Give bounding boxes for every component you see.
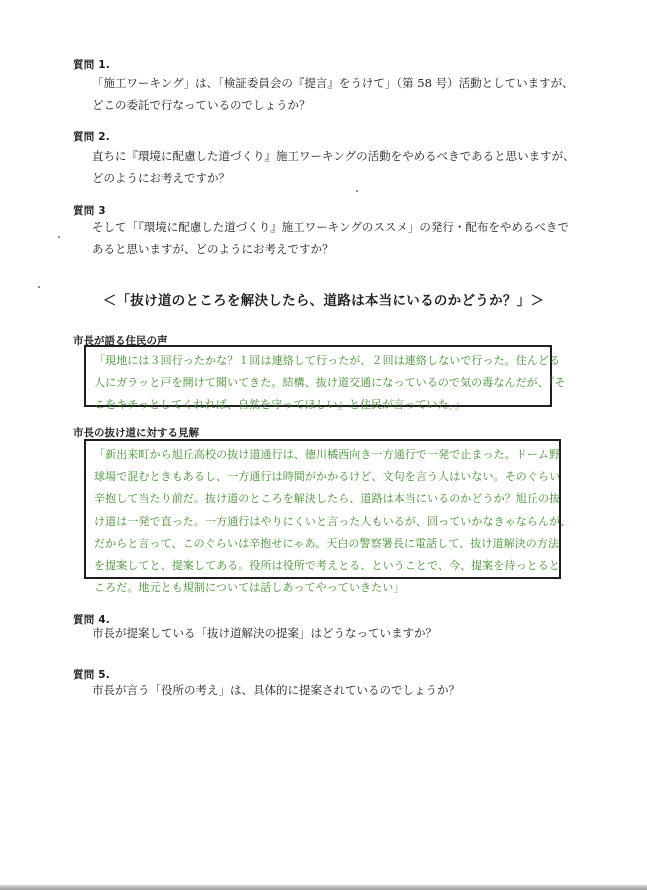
mayor-view-line-1: 「新出来町から旭丘高校の抜け道通行は、徳川橘西向き一方通行で一発で止まった。ドーム野 bbox=[94, 448, 561, 461]
question-3-text bbox=[92, 216, 569, 260]
question-1-text bbox=[92, 72, 574, 116]
question-2-line-1: 直ちに『環境に配慮した道づくり』施工ワーキングの活動をやめるべきであると思いますが、 bbox=[92, 149, 575, 163]
question-4-text bbox=[92, 622, 562, 644]
residents-voice-line-3: こをキチっとしてくれれば、自然を守ってほしい』と住民が言っていた。」 bbox=[94, 398, 466, 412]
residents-voice-quote bbox=[94, 350, 566, 417]
scan-edge-line bbox=[0, 885, 647, 890]
question-4-label: 質問 4. bbox=[73, 614, 110, 626]
scan-speck bbox=[58, 236, 60, 238]
mayor-view-label: 市長の抜け道に対する見解 bbox=[73, 427, 199, 439]
question-1-line-2: どこの委託で行なっているのでしょうか？ bbox=[92, 98, 311, 112]
mayor-view-line-3: 辛抱して当たり前だ。抜け道のところを解決したら、道路は本当にいるのかどうか？旭丘の抜 bbox=[94, 492, 561, 506]
question-5-text bbox=[92, 679, 562, 701]
mayor-view-line-6: を提案してと、提案してある。役所は役所で考えとる、ということで、今、提案を待っとると bbox=[94, 559, 560, 573]
question-5-label: 質問 5. bbox=[73, 669, 110, 681]
question-5-line-1: 市長が言う「役所の考え」は、具体的に提案されているのでしょうか？ bbox=[92, 683, 460, 697]
mayor-view-line-2: 球場で混むときもあるし、一方通行は時間がかかるけど、文句を言う人はいない。そのぐらい bbox=[94, 470, 561, 484]
mayor-view-line-5: だからと言って、このぐらいは辛抱せにゃあ。天白の警察署長に電話して、抜け道解決の方法 bbox=[94, 536, 560, 550]
residents-voice-line-2: 人にガラッと戸を開けて聞いてきた。結構、抜け道交通になっているので気の毒なんだが、『そ bbox=[94, 376, 566, 390]
question-3-line-1: そして「『環境に配慮した道づくり』施工ワーキングのススメ」の発行・配布をやめるべきで bbox=[92, 220, 569, 234]
question-3-line-2: あると思いますが、どのようにお考えですか？ bbox=[92, 242, 334, 256]
scan-speck bbox=[356, 190, 358, 192]
section-heading: ＜「抜け道のところを解決したら、道路は本当にいるのかどうか？」＞ bbox=[102, 293, 545, 309]
scan-speck bbox=[38, 286, 40, 288]
question-2-line-2: どのようにお考えですか？ bbox=[92, 171, 230, 185]
question-1-label: 質問 1. bbox=[73, 59, 110, 71]
question-3-label: 質問 3 bbox=[73, 205, 106, 217]
residents-voice-line-1: 「現地には３回行ったかな？１回は連絡して行ったが、２回は連絡しないで行った。住んどる bbox=[94, 354, 561, 367]
residents-voice-label: 市長が語る住民の声 bbox=[73, 335, 168, 347]
mayor-view-quote bbox=[94, 444, 572, 599]
question-4-line-1: 市長が提案している「抜け道解決の提案」はどうなっていますか？ bbox=[92, 626, 437, 640]
mayor-view-box bbox=[84, 439, 572, 595]
residents-voice-box bbox=[84, 345, 566, 412]
mayor-view-line-7: ころだ。地元とも規制については話しあってやっていきたい」 bbox=[94, 581, 405, 595]
question-1-line-1: 「施工ワーキング」は、「検証委員会の『提言』をうけて」（第 58 号）活動としていますが、 bbox=[92, 76, 574, 90]
question-2-label: 質問 2. bbox=[73, 131, 110, 143]
question-2-text bbox=[92, 145, 575, 189]
mayor-view-line-4: け道は一発で直った。一方通行はやりにくいと言った人もいるが、回っていかなきゃならんが、 bbox=[94, 514, 572, 528]
